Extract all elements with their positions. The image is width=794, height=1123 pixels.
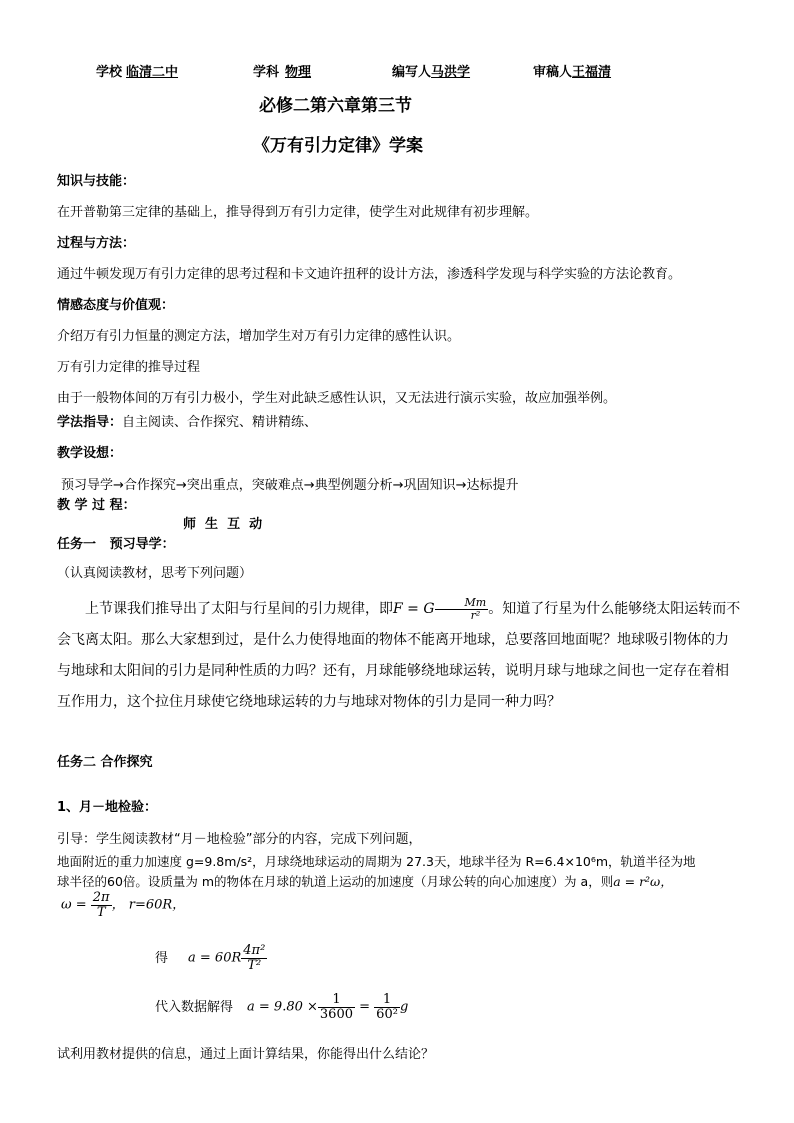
de-lhs: a = 60R bbox=[188, 950, 242, 966]
omega-formula bbox=[61, 891, 185, 919]
sub-fraction2 bbox=[374, 993, 400, 1021]
gravitation-formula bbox=[393, 595, 488, 622]
task1-heading: 任务一 预习导学： bbox=[57, 537, 175, 552]
sub-numerator2: 1 bbox=[374, 993, 400, 1008]
key-point-text: 万有引力定律的推导过程 bbox=[57, 360, 201, 375]
difficulty-text: 由于一般物体间的万有引力极小，学生对此缺乏感性认识，又无法进行演示实验，故应加强举例。 bbox=[57, 391, 617, 406]
design-text: 预习导学→合作探究→突出重点，突破难点→典型例题分析→巩固知识→达标提升 bbox=[61, 478, 519, 493]
process-section-sub: 师 生 互 动 bbox=[183, 517, 263, 532]
school-value: 临清二中 bbox=[126, 65, 179, 80]
de-label: 得 bbox=[155, 950, 169, 966]
task2-heading: 任务二 合作探究 bbox=[57, 755, 153, 770]
reviewer-value: 王福清 bbox=[572, 65, 612, 80]
formula-fraction bbox=[435, 597, 489, 621]
omega-numerator: 2π bbox=[92, 890, 110, 905]
sub-denominator2: 60² bbox=[376, 1006, 398, 1022]
school-label: 学校 bbox=[96, 65, 123, 80]
task2-intro: 引导：学生阅读教材“月－地检验”部分的内容，完成下列问题， bbox=[57, 832, 422, 847]
author-field bbox=[392, 61, 480, 80]
attitude-heading: 情感态度与价值观： bbox=[57, 298, 175, 313]
task2-question: 试利用教材提供的信息，通过上面计算结果，你能得出什么结论？ bbox=[57, 1047, 435, 1062]
omega-denominator: T bbox=[96, 904, 106, 920]
knowledge-heading: 知识与技能： bbox=[57, 174, 136, 189]
subject-label: 学科 bbox=[253, 65, 280, 80]
subject-field bbox=[253, 61, 311, 80]
sub-fraction1 bbox=[318, 993, 355, 1021]
task2-line1: 地面附近的重力加速度 g=9.8m/s²，月球绕地球运动的周期为 27.3天，地球半径为 R=6.4×10⁶m，轨道半径为地 bbox=[57, 854, 696, 869]
omega-tail: ， r=60R， bbox=[111, 897, 186, 913]
knowledge-text: 在开普勒第三定律的基础上，推导得到万有引力定律，使学生对此规律有初步理解。 bbox=[57, 205, 539, 220]
formula-numerator: Mm bbox=[435, 597, 489, 610]
author-label: 编写人 bbox=[392, 65, 432, 80]
task1-paragraph bbox=[57, 594, 741, 718]
de-fraction bbox=[241, 944, 267, 972]
method-text: 自主阅读、合作探究、精讲精练、 bbox=[122, 415, 318, 430]
process-heading: 过程与方法： bbox=[57, 236, 136, 251]
page-title-line2: 《万有引力定律》学案 bbox=[253, 136, 423, 156]
task1-note: （认真阅读教材，思考下列问题） bbox=[57, 566, 253, 581]
reviewer-label: 审稿人 bbox=[533, 65, 573, 80]
sub-tail: g bbox=[399, 999, 409, 1015]
omega-lhs: ω = bbox=[61, 897, 91, 913]
attitude-text: 介绍万有引力恒量的测定方法，增加学生对万有引力定律的感性认识。 bbox=[57, 329, 461, 344]
sub-label: 代入数据解得 bbox=[155, 999, 234, 1015]
formula-g: G bbox=[423, 601, 435, 617]
subject-value: 物理 bbox=[285, 65, 312, 80]
derivation-step1 bbox=[155, 944, 267, 972]
de-numerator: 4π² bbox=[243, 943, 266, 958]
process-section-heading: 教 学 过 程： bbox=[57, 498, 136, 513]
sub-numerator1: 1 bbox=[318, 993, 355, 1008]
task2-sub1: 1、月－地检验： bbox=[57, 800, 158, 815]
sub-denominator1: 3600 bbox=[319, 1006, 353, 1022]
task1-para-after: 。知道了行星为什么能够绕太阳运转而不会飞离太阳。那么大家想到过，是什么力使得地面的物体不能离开地球，总要落回地面呢？地球吸引物体的力与地球和太阳间的引力是同种性质的力吗？还有，月球能够绕地球运转，说明月球与地球之间也一定存在着相互作用力，这个拉住月球使它绕地球运转的力与地球对物体的引力是同一种力吗？ bbox=[57, 601, 741, 710]
author-value: 马洪学 bbox=[431, 65, 471, 80]
process-text: 通过牛顿发现万有引力定律的思考过程和卡文迪许扭秤的设计方法，渗透科学发现与科学实验的方法论教育。 bbox=[57, 267, 682, 282]
sub-lhs: a = 9.80 × bbox=[247, 999, 318, 1015]
school-field bbox=[96, 61, 178, 80]
task1-para-before: 上节课我们推导出了太阳与行星间的引力规律，即 bbox=[85, 601, 393, 617]
design-heading: 教学设想： bbox=[57, 446, 123, 461]
method-heading: 学法指导： bbox=[57, 415, 123, 430]
formula-eq: = bbox=[402, 601, 424, 617]
acceleration-formula: a = r²ω， bbox=[613, 874, 673, 889]
method-line bbox=[57, 411, 317, 430]
task2-line2-wrap bbox=[57, 872, 673, 890]
formula-lhs: F bbox=[393, 601, 403, 617]
task2-line2: 球半径的60倍。设质量为 m的物体在月球的轨道上运动的加速度（月球公转的向心加速度）为 a，则 bbox=[57, 874, 614, 889]
formula-denominator: r² bbox=[470, 608, 481, 622]
reviewer-field bbox=[533, 61, 611, 80]
page-title-line1: 必修二第六章第三节 bbox=[259, 96, 412, 116]
derivation-step2 bbox=[155, 993, 408, 1021]
de-denominator: T² bbox=[247, 957, 262, 973]
sub-eq: = bbox=[355, 999, 375, 1015]
omega-fraction bbox=[91, 891, 112, 919]
